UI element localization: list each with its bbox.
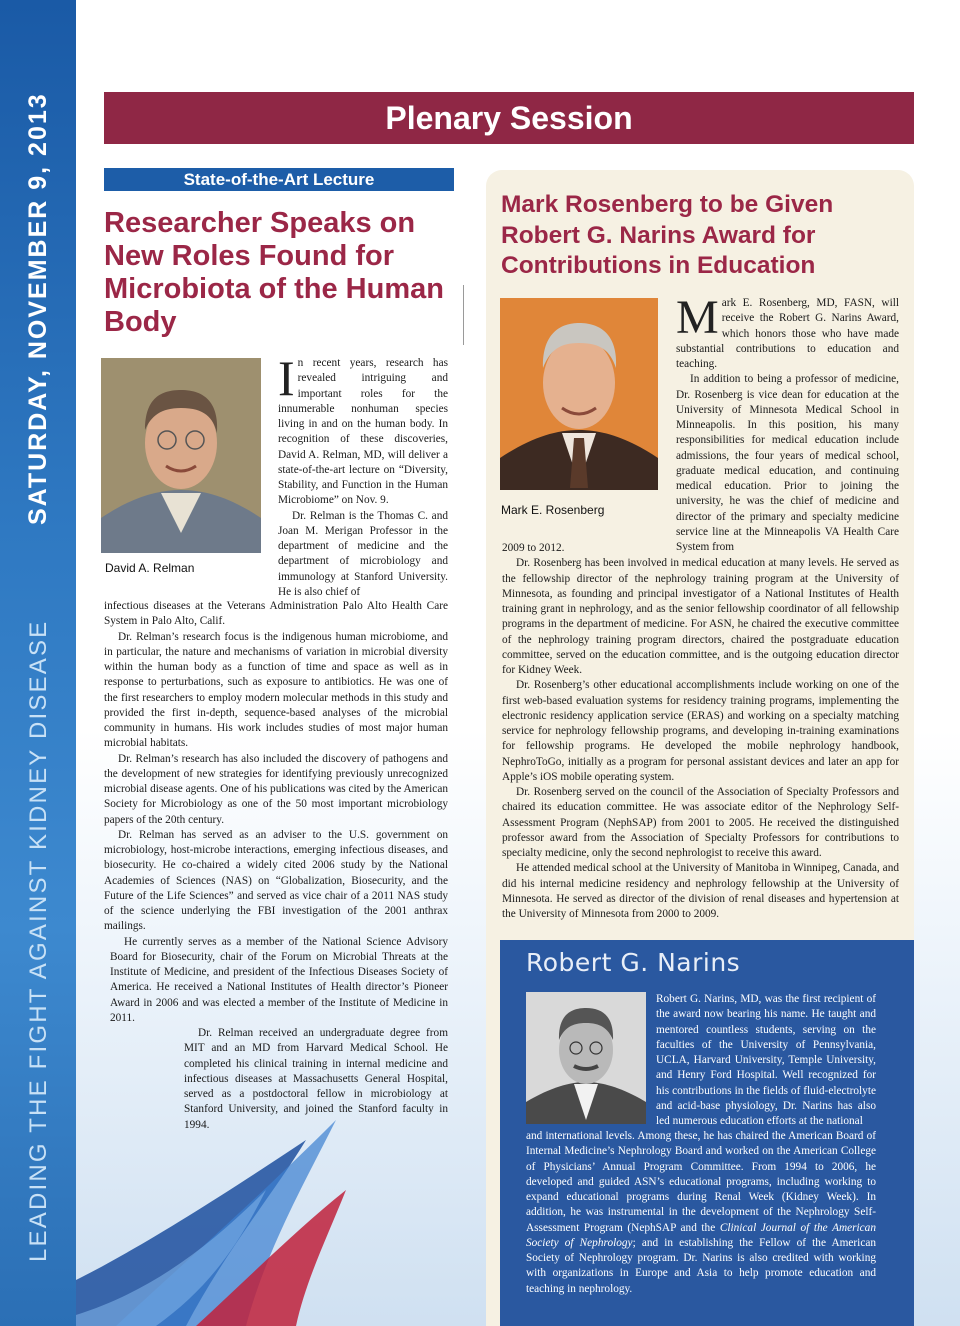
narins-body <box>526 1129 876 1297</box>
left-article-body-top <box>278 350 448 600</box>
dropcap: I <box>278 350 295 406</box>
narins-p1-end-a: and international levels. Among these, he has chaired the American Board of Internal Medicine’s Nephrology Board and worked on the American College of Physicians’ Annual Program Committee. From 1994 to 2006, he developed and guided ASN’s educational programs, including working to expand educational programs during Renal Week (Kidney Week). In addition, he was instrumental in the development of the Nephrology Self-Assessment Program (NephSAP and the <box>526 1130 876 1234</box>
right-p1: ark E. Rosenberg, MD, FASN, will receive the Robert G. Narins Award, which honors those who have made substantial contributions to education and teaching. <box>676 297 899 370</box>
narins-p1-end-b: ; and in establishing the Fellow of the American Society of Nephrology program. Dr. Narins is also credited with working with organizations in Europe and Asia to help promote education and teaching in nephrology. <box>526 1236 876 1295</box>
right-p6: He attended medical school at the University of Manitoba in Winnipeg, Canada, and did his internal medicine residency and nephrology fellowship at the University of Minnesota. He served as director of the division of renal diseases and hypertension at the University of Minnesota from 2000 to 2009. <box>502 862 899 920</box>
column-divider <box>463 285 464 345</box>
left-article-body <box>104 599 448 1133</box>
narins-box-title: Robert G. Narins <box>526 948 741 977</box>
kicker-text: State-of-the-Art Lecture <box>183 170 375 189</box>
left-p3: Dr. Relman’s research focus is the indigenous human microbiome, and in particular, the nature and mechanisms of variation in microbial diversity within the human body as a function of time and space as well as in response to perturbations, such as exposure to antibiotics. He was one of the first researchers to employ modern molecular methods in this study and provided the first in-depth, sequence-based analyses of the microbial community in humans. His work includes studies of most major human microbial habitats. <box>104 630 448 750</box>
dropcap-m: M <box>676 291 719 344</box>
left-p2-end: infectious diseases at the Veterans Administration Palo Alto Health Care System in Palo Alto, Calif. <box>104 600 448 628</box>
relman-caption: David A. Relman <box>105 561 195 575</box>
cjasn-title: Clinical Journal of the American Society of Nephrology <box>526 1221 876 1249</box>
right-article-body-top <box>676 291 899 555</box>
issue-date: SATURDAY, NOVEMBER 9, 2013 <box>24 92 52 525</box>
narins-photo <box>526 992 646 1124</box>
relman-photo <box>101 358 261 553</box>
left-headline: Researcher Speaks on New Roles Found for Microbiota of the Human Body <box>104 207 444 338</box>
rosenberg-photo <box>500 298 658 490</box>
right-p4: Dr. Rosenberg’s other educational accomplishments include working on one of the first web-based evaluation systems for residency training programs, implementing the electronic residency application service (ERAS) and working on a specialty matching service for nephrology fellowship programs, and developing in-training examinations for fellowship programs. He developed the mobile nephrology handbook, NephroToGo, initially as a program for personal assistant devices and later an app for Apple’s iOS mobile operating system. <box>502 679 899 783</box>
right-article-body <box>502 541 899 922</box>
banner-title: Plenary Session <box>385 100 633 136</box>
narins-p1: Robert G. Narins, MD, was the first recipient of the award now bearing his name. He taught and mentored countless students, serving on the faculties of the University of Pennsylvania, UCLA, Harvard University, Temple University, and Henry Ford Hospital. Well recognized for his contributions in the fields of fluid-electrolyte and acid-base physiology, Dr. Narins has also led numerous education efforts at the national <box>656 993 876 1127</box>
left-p6: He currently serves as a member of the National Science Advisory Board for Biosecurity, chair of the Forum on Microbial Threats at the Institute of Medicine, and president of the Infectious Diseases Society of America. He received a National Institutes of Health director’s Pioneer Award in 2006 and was elected a member of the Institute of Medicine in 2011. <box>110 935 448 1024</box>
right-p3: Dr. Rosenberg has been involved in medical education at many levels. He served as the fellowship director of the nephrology training program at the University of Minnesota, as founding and principal investigator of a National Institutes of Health training grant in nephrology, and as the senior fellowship coordinator of all fellowship programs in the department of medicine. For ASN, he chaired the executive committee of the nephrology training program directors, chaired the postgraduate education committee, served on the education committee, and is the outgoing education director for Kidney Week. <box>502 557 899 676</box>
lecture-kicker <box>104 168 454 191</box>
left-p7: Dr. Relman received an undergraduate degree from MIT and an MD from Harvard Medical School. He completed his clinical training in internal medicine and infectious diseases at Massachusetts General Hospital, served as a postdoctoral fellow in microbiology at Stanford University, and joined the Stanford faculty in 1994. <box>184 1027 448 1131</box>
right-headline: Mark Rosenberg to be Given Robert G. Narins Award for Contributions in Education <box>501 191 834 279</box>
right-p2-end: 2009 to 2012. <box>502 542 565 554</box>
left-p1: n recent years, research has revealed intriguing and important roles for the innumerable nonhuman species living in and on the human body. In recognition of these discoveries, David A. Relman, MD, will deliver a state-of-the-art lecture on “Diversity, Stability, and Function in the Human Microbiome” on Nov. 9. <box>278 357 448 507</box>
right-p5: Dr. Rosenberg served on the council of the Association of Specialty Professors and chaired its education committee. He was associate editor of the Nephrology Self-Assessment Program (NephSAP) from 2001 to 2005. He received the distinguished professor award from the Association of Specialty Professors for contributions to specialty medicine, only the second nephrologist to receive this award. <box>502 786 899 859</box>
narins-body-top <box>656 992 876 1129</box>
tagline: LEADING THE FIGHT AGAINST KIDNEY DISEASE <box>25 619 52 1262</box>
plenary-banner <box>104 92 914 144</box>
rosenberg-caption: Mark E. Rosenberg <box>501 503 605 517</box>
left-p2: Dr. Relman is the Thomas C. and Joan M. Merigan Professor in the department of medicine and the department of microbiology and immunology at Stanford University. He is also chief of <box>278 509 448 598</box>
left-p5: Dr. Relman has served as an adviser to the U.S. government on microbiology, host-microbe interactions, emerging infectious diseases, and biosecurity. He co-chaired a widely cited 2006 study by the National Academies of Sciences (NAS) on “Globalization, Biosecurity, and the Future of the Life Sciences” and served as vice chair of a 2011 NAS study of the science underlying the FBI investigation of the 2001 anthrax mailings. <box>104 828 448 933</box>
left-p4: Dr. Relman’s research has also included the discovery of pathogens and the development of new strategies for identifying previously unrecognized microbial disease agents. One of his publications was cited by the American Society for Microbiology as one of the 50 most important microbiology papers of the 20th century. <box>104 752 448 826</box>
right-p2: In addition to being a professor of medicine, Dr. Rosenberg is vice dean for education at the University of Minnesota Medical School in Minneapolis. In this position, his many responsibilities for medical education include admissions, the four years of medical school, graduate medical education, and continuing medical education. Prior to joining the university, he was the chief of medicine and director of the primary and specialty medicine service line at the Minneapolis VA Health Care System from <box>676 373 899 553</box>
